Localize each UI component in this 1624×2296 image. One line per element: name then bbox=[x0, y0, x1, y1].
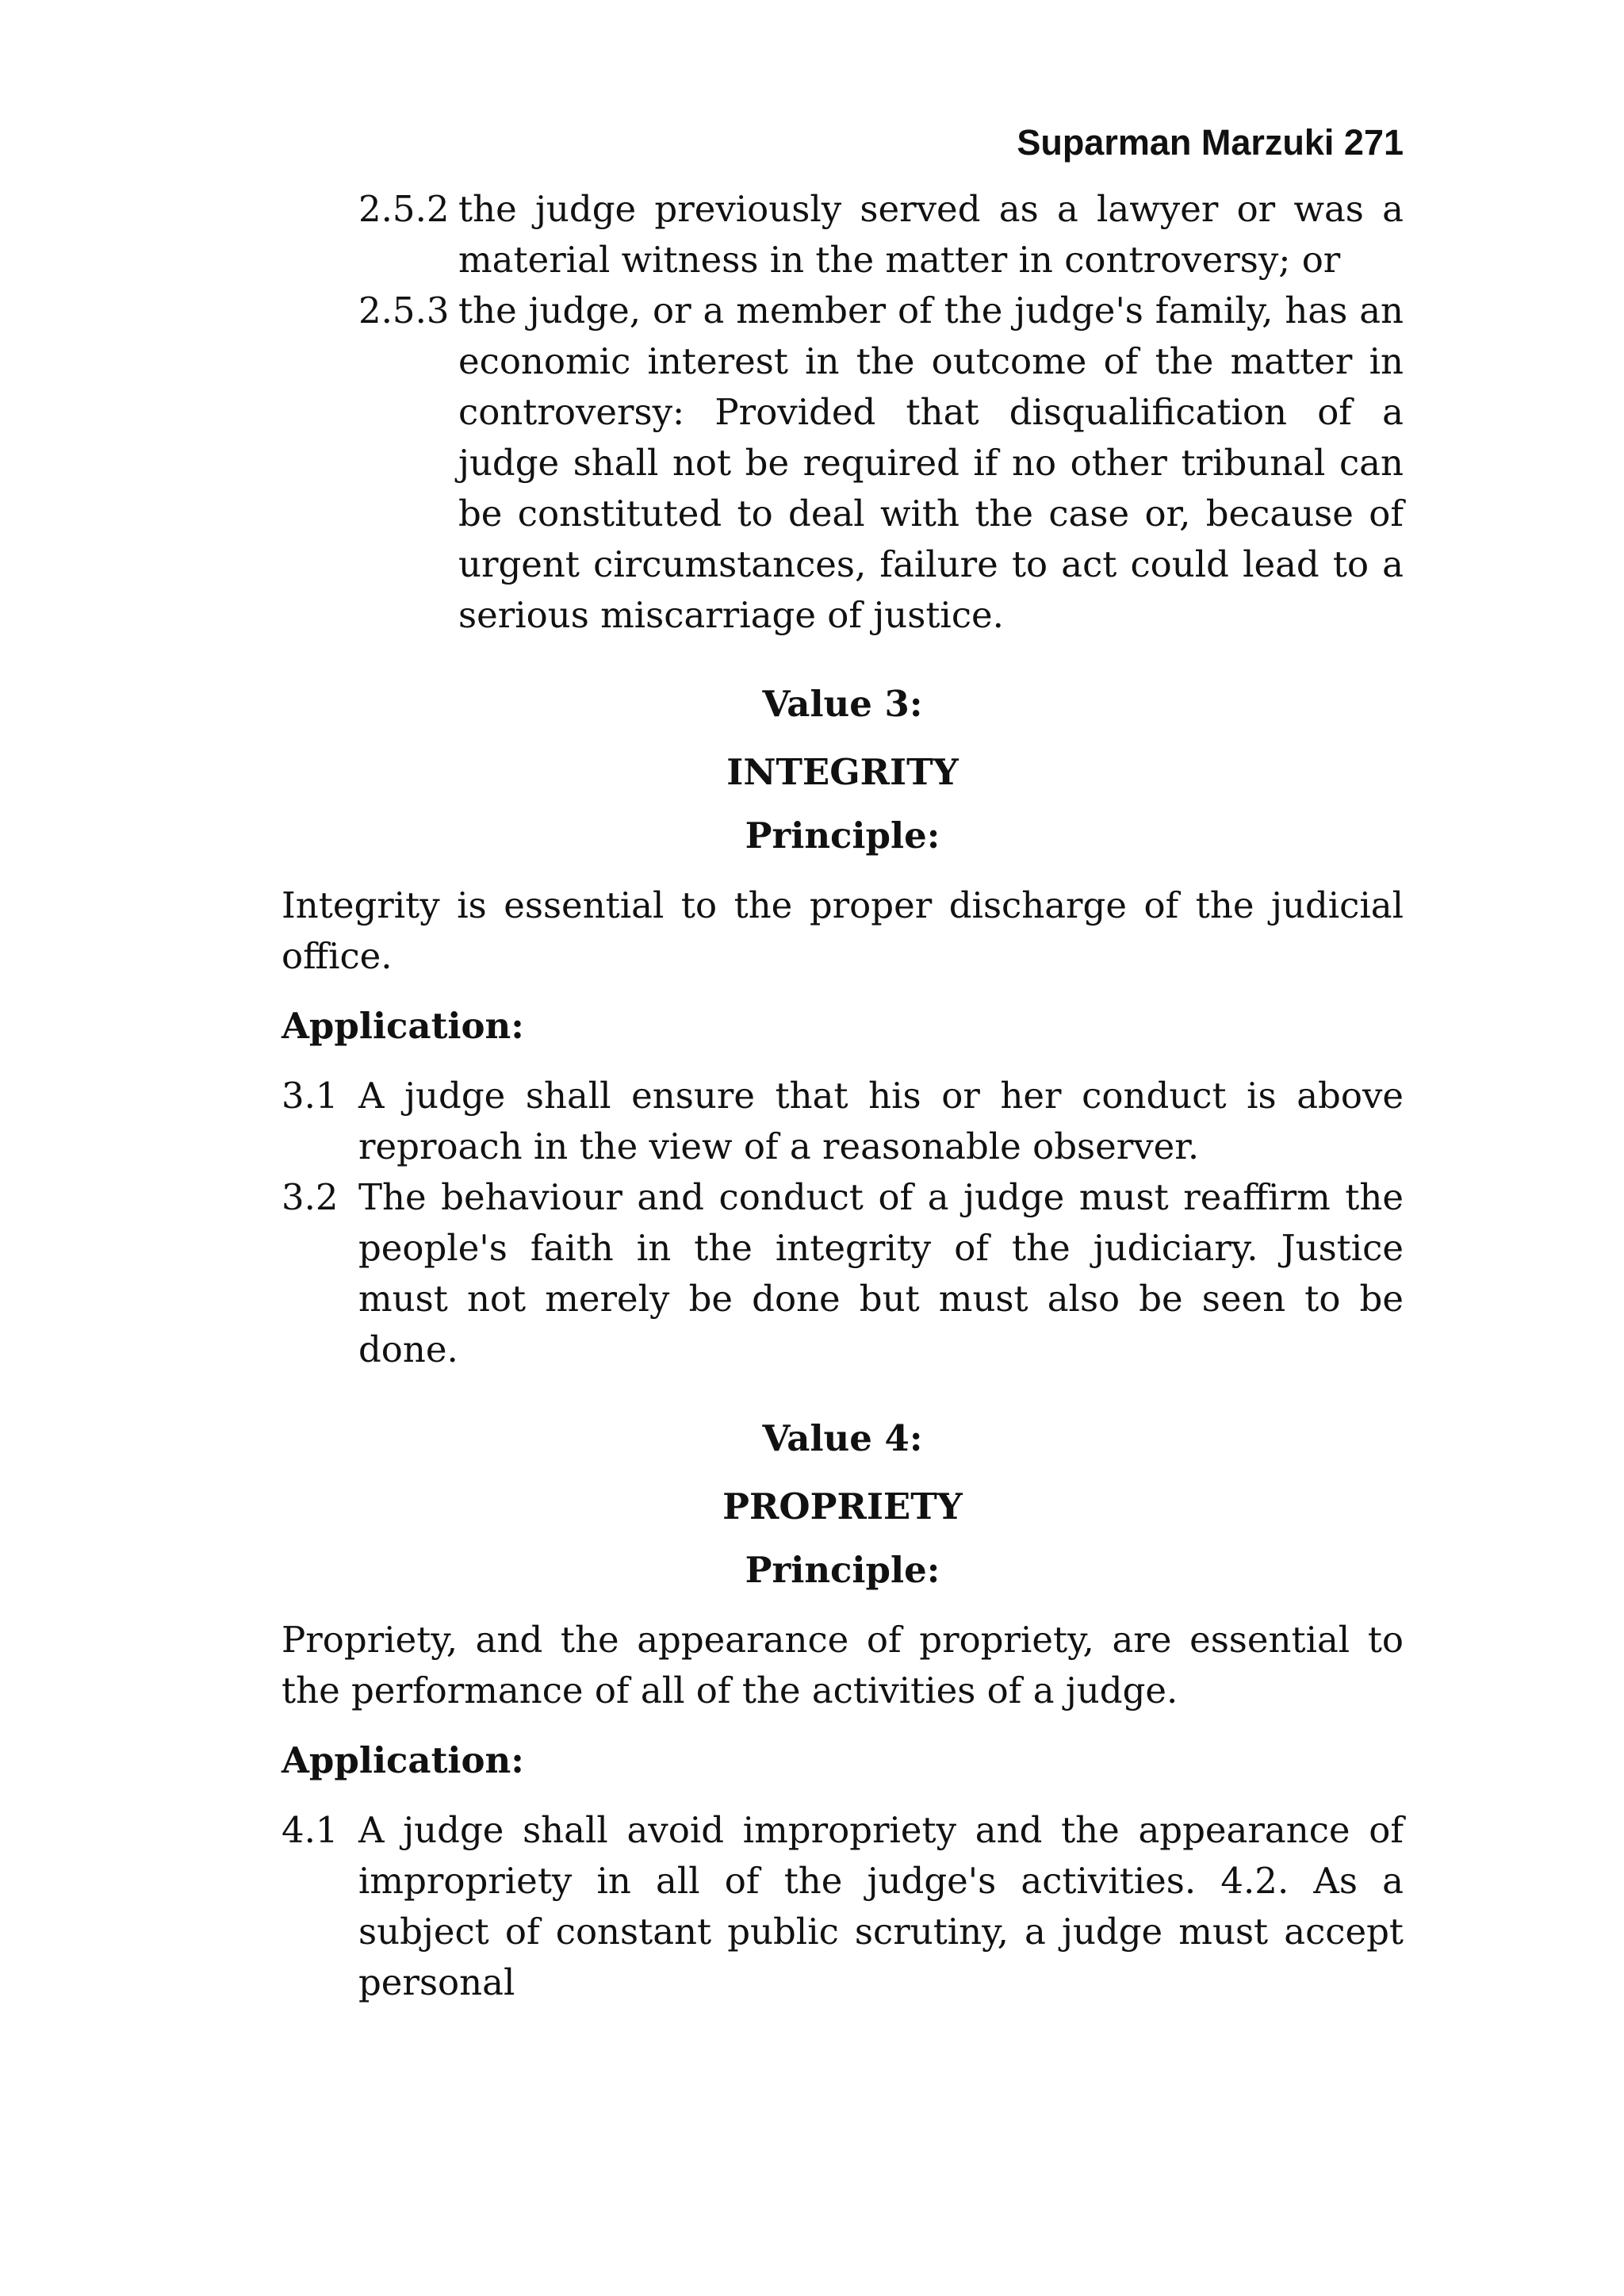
value-4-principle-label: Principle: bbox=[745, 1549, 940, 1591]
value-4-label: Value 4: bbox=[762, 1417, 923, 1459]
item-number: 3.1 bbox=[282, 1075, 339, 1117]
item-text: A judge shall avoid impropriety and the appearance of impropriety in all of the judge's activities. 4.2. As a subject of constant public scrutiny, a judge must accept personal bbox=[358, 1809, 1404, 2003]
value-3-principle-label: Principle: bbox=[745, 815, 940, 857]
value-3-principle-text: Integrity is essential to the proper discharge of the judicial office. bbox=[282, 884, 1404, 977]
item-number: 4.1 bbox=[282, 1809, 339, 1851]
item-number: 3.2 bbox=[282, 1176, 339, 1218]
list-item-2-5-2 bbox=[358, 184, 1404, 286]
item-number: 2.5.3 bbox=[358, 289, 450, 332]
value-3-title: INTEGRITY bbox=[726, 751, 959, 793]
list-item-4-1 bbox=[282, 1805, 1404, 2008]
value-3-application-label: Application: bbox=[282, 1005, 524, 1047]
item-text: the judge, or a member of the judge's family, has an economic interest in the outcome of the matter in controversy: Provided that disqualification of a judge shall not be required if no other tribunal can be constituted to deal with the case or, because of urgent circumstances, failure to act could lead to a serious miscarriage of justice. bbox=[458, 289, 1404, 636]
list-item-3-2 bbox=[282, 1172, 1404, 1375]
value-4-title: PROPRIETY bbox=[722, 1485, 963, 1527]
list-item-3-1 bbox=[282, 1071, 1404, 1172]
document-page bbox=[282, 119, 1404, 2008]
item-text: A judge shall ensure that his or her conduct is above reproach in the view of a reasonable observer. bbox=[358, 1075, 1404, 1167]
item-text: The behaviour and conduct of a judge must reaffirm the people's faith in the integrity of the judiciary. Justice must not merely be done but must also be seen to be done. bbox=[358, 1176, 1404, 1370]
running-head: Suparman Marzuki 271 bbox=[1017, 122, 1404, 163]
value-4-application-label: Application: bbox=[282, 1739, 524, 1781]
value-4-principle-text: Propriety, and the appearance of propriety, are essential to the performance of all of the activities of a judge. bbox=[282, 1619, 1404, 1711]
item-text: the judge previously served as a lawyer or was a material witness in the matter in controversy; or bbox=[458, 188, 1404, 281]
item-number: 2.5.2 bbox=[358, 188, 450, 230]
list-item-2-5-3 bbox=[358, 286, 1404, 641]
value-3-label: Value 3: bbox=[762, 683, 923, 725]
